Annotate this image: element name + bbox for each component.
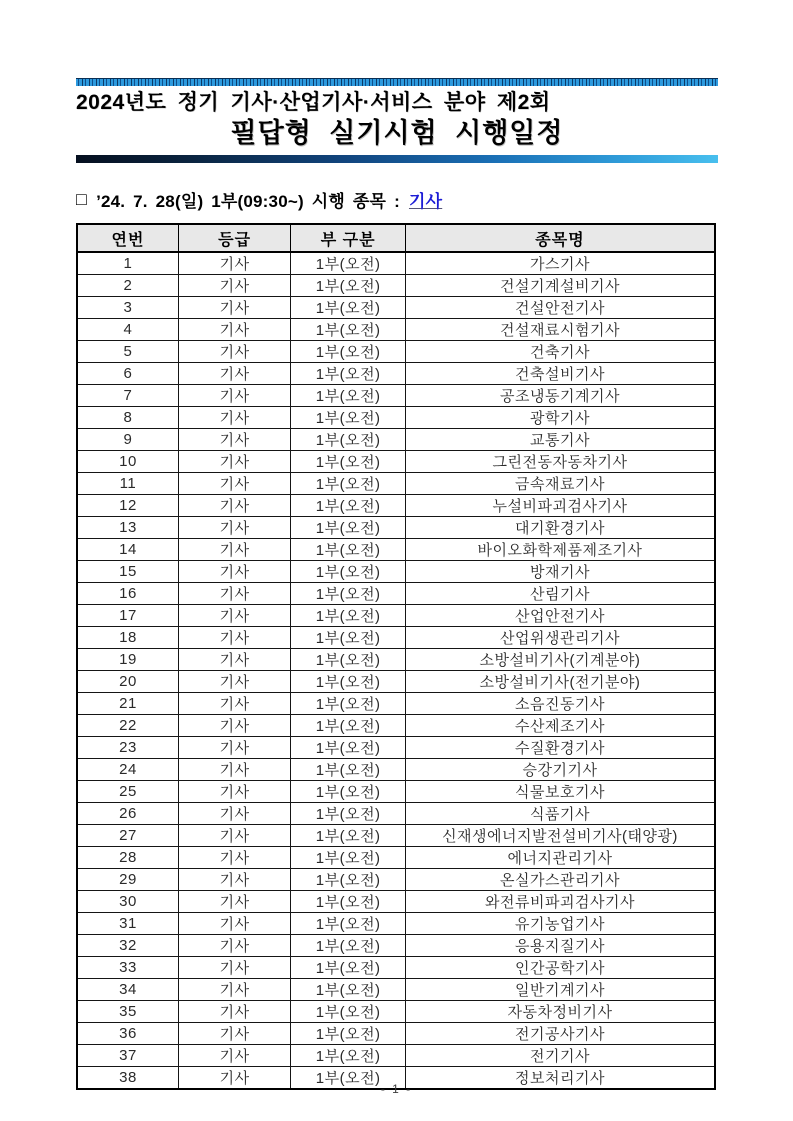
cell-grade: 기사 [178, 319, 290, 341]
table-row [77, 319, 715, 341]
cell-subject: 유기농업기사 [405, 913, 715, 935]
cell-seq: 20 [77, 671, 178, 693]
cell-session: 1부(오전) [291, 781, 406, 803]
cell-seq: 8 [77, 407, 178, 429]
cell-seq: 17 [77, 605, 178, 627]
table-row [77, 517, 715, 539]
header-gradient-bar [76, 155, 718, 163]
table-row [77, 891, 715, 913]
table-row [77, 979, 715, 1001]
cell-grade: 기사 [178, 1001, 290, 1023]
cell-seq: 34 [77, 979, 178, 1001]
cell-seq: 36 [77, 1023, 178, 1045]
cell-grade: 기사 [178, 1067, 290, 1090]
cell-grade: 기사 [178, 825, 290, 847]
cell-seq: 3 [77, 297, 178, 319]
cell-subject: 소음진동기사 [405, 693, 715, 715]
table-row [77, 539, 715, 561]
column-header-session: 부 구분 [291, 224, 406, 252]
table-row [77, 803, 715, 825]
cell-session: 1부(오전) [291, 803, 406, 825]
table-row [77, 561, 715, 583]
cell-grade: 기사 [178, 583, 290, 605]
cell-subject: 건설안전기사 [405, 297, 715, 319]
cell-seq: 4 [77, 319, 178, 341]
cell-grade: 기사 [178, 737, 290, 759]
cell-seq: 14 [77, 539, 178, 561]
column-header-seq: 연번 [77, 224, 178, 252]
cell-grade: 기사 [178, 605, 290, 627]
cell-session: 1부(오전) [291, 891, 406, 913]
cell-session: 1부(오전) [291, 252, 406, 275]
table-row [77, 252, 715, 275]
cell-session: 1부(오전) [291, 935, 406, 957]
cell-seq: 2 [77, 275, 178, 297]
cell-session: 1부(오전) [291, 1045, 406, 1067]
schedule-intro-line [76, 187, 718, 212]
cell-session: 1부(오전) [291, 561, 406, 583]
cell-grade: 기사 [178, 407, 290, 429]
table-row [77, 1023, 715, 1045]
cell-seq: 19 [77, 649, 178, 671]
page-number: - 1 - [380, 1082, 413, 1096]
cell-subject: 식품기사 [405, 803, 715, 825]
cell-session: 1부(오전) [291, 517, 406, 539]
cell-grade: 기사 [178, 869, 290, 891]
cell-grade: 기사 [178, 385, 290, 407]
category-link[interactable]: 기사 [408, 192, 443, 212]
cell-seq: 38 [77, 1067, 178, 1090]
cell-grade: 기사 [178, 1045, 290, 1067]
cell-session: 1부(오전) [291, 715, 406, 737]
table-row [77, 957, 715, 979]
table-row [77, 869, 715, 891]
exam-schedule-table [76, 223, 716, 1090]
cell-seq: 25 [77, 781, 178, 803]
table-row [77, 341, 715, 363]
cell-subject: 금속재료기사 [405, 473, 715, 495]
cell-session: 1부(오전) [291, 913, 406, 935]
cell-subject: 대기환경기사 [405, 517, 715, 539]
document-content [76, 0, 718, 1090]
cell-subject: 전기공사기사 [405, 1023, 715, 1045]
cell-subject: 산림기사 [405, 583, 715, 605]
cell-grade: 기사 [178, 649, 290, 671]
cell-session: 1부(오전) [291, 671, 406, 693]
cell-seq: 10 [77, 451, 178, 473]
cell-subject: 산업안전기사 [405, 605, 715, 627]
cell-seq: 21 [77, 693, 178, 715]
column-header-subject: 종목명 [405, 224, 715, 252]
cell-seq: 37 [77, 1045, 178, 1067]
cell-grade: 기사 [178, 275, 290, 297]
cell-seq: 23 [77, 737, 178, 759]
cell-subject: 수산제조기사 [405, 715, 715, 737]
cell-seq: 1 [77, 252, 178, 275]
table-row [77, 1045, 715, 1067]
table-row [77, 385, 715, 407]
cell-subject: 소방설비기사(기계분야) [405, 649, 715, 671]
table-row [77, 759, 715, 781]
cell-grade: 기사 [178, 759, 290, 781]
cell-seq: 13 [77, 517, 178, 539]
table-row [77, 913, 715, 935]
cell-session: 1부(오전) [291, 847, 406, 869]
table-row [77, 627, 715, 649]
table-row [77, 429, 715, 451]
table-header-row [77, 224, 715, 252]
cell-grade: 기사 [178, 561, 290, 583]
table-row [77, 363, 715, 385]
cell-grade: 기사 [178, 913, 290, 935]
cell-grade: 기사 [178, 891, 290, 913]
cell-subject: 인간공학기사 [405, 957, 715, 979]
cell-seq: 29 [77, 869, 178, 891]
cell-grade: 기사 [178, 1023, 290, 1045]
cell-seq: 33 [77, 957, 178, 979]
cell-subject: 건축기사 [405, 341, 715, 363]
cell-session: 1부(오전) [291, 429, 406, 451]
cell-grade: 기사 [178, 781, 290, 803]
cell-grade: 기사 [178, 451, 290, 473]
cell-grade: 기사 [178, 693, 290, 715]
cell-subject: 식물보호기사 [405, 781, 715, 803]
cell-subject: 누설비파괴검사기사 [405, 495, 715, 517]
cell-session: 1부(오전) [291, 825, 406, 847]
cell-session: 1부(오전) [291, 759, 406, 781]
cell-subject: 광학기사 [405, 407, 715, 429]
cell-subject: 승강기기사 [405, 759, 715, 781]
cell-seq: 7 [77, 385, 178, 407]
cell-seq: 15 [77, 561, 178, 583]
table-row [77, 715, 715, 737]
cell-subject: 그린전동자동차기사 [405, 451, 715, 473]
cell-seq: 16 [77, 583, 178, 605]
cell-session: 1부(오전) [291, 1067, 406, 1090]
cell-seq: 22 [77, 715, 178, 737]
cell-subject: 수질환경기사 [405, 737, 715, 759]
cell-session: 1부(오전) [291, 957, 406, 979]
document-title-line2: 필답형 실기시험 시행일정 [230, 118, 564, 149]
cell-grade: 기사 [178, 429, 290, 451]
cell-session: 1부(오전) [291, 539, 406, 561]
table-row [77, 451, 715, 473]
table-row [77, 935, 715, 957]
cell-grade: 기사 [178, 517, 290, 539]
cell-grade: 기사 [178, 252, 290, 275]
cell-grade: 기사 [178, 847, 290, 869]
cell-subject: 와전류비파괴검사기사 [405, 891, 715, 913]
cell-subject: 산업위생관리기사 [405, 627, 715, 649]
cell-subject: 신재생에너지발전설비기사(태양광) [405, 825, 715, 847]
cell-grade: 기사 [178, 473, 290, 495]
cell-subject: 소방설비기사(전기분야) [405, 671, 715, 693]
cell-grade: 기사 [178, 935, 290, 957]
cell-session: 1부(오전) [291, 649, 406, 671]
cell-grade: 기사 [178, 495, 290, 517]
cell-subject: 에너지관리기사 [405, 847, 715, 869]
cell-seq: 18 [77, 627, 178, 649]
cell-seq: 9 [77, 429, 178, 451]
cell-subject: 자동차정비기사 [405, 1001, 715, 1023]
cell-seq: 5 [77, 341, 178, 363]
cell-session: 1부(오전) [291, 1023, 406, 1045]
table-row [77, 473, 715, 495]
cell-session: 1부(오전) [291, 451, 406, 473]
cell-session: 1부(오전) [291, 407, 406, 429]
cell-grade: 기사 [178, 803, 290, 825]
document-title-line1: 2024년도 정기 기사·산업기사·서비스 분야 제2회 [76, 91, 551, 114]
cell-session: 1부(오전) [291, 319, 406, 341]
cell-grade: 기사 [178, 539, 290, 561]
cell-subject: 정보처리기사 [405, 1067, 715, 1090]
cell-grade: 기사 [178, 671, 290, 693]
cell-subject: 교통기사 [405, 429, 715, 451]
table-row [77, 583, 715, 605]
table-row [77, 825, 715, 847]
cell-grade: 기사 [178, 957, 290, 979]
cell-seq: 6 [77, 363, 178, 385]
cell-seq: 35 [77, 1001, 178, 1023]
table-row [77, 495, 715, 517]
cell-session: 1부(오전) [291, 627, 406, 649]
cell-subject: 공조냉동기계기사 [405, 385, 715, 407]
table-row [77, 781, 715, 803]
table-row [77, 649, 715, 671]
cell-subject: 건설기계설비기사 [405, 275, 715, 297]
cell-grade: 기사 [178, 297, 290, 319]
table-row [77, 605, 715, 627]
table-row [77, 275, 715, 297]
table-row [77, 737, 715, 759]
cell-subject: 건축설비기사 [405, 363, 715, 385]
cell-grade: 기사 [178, 979, 290, 1001]
cell-grade: 기사 [178, 363, 290, 385]
cell-session: 1부(오전) [291, 385, 406, 407]
cell-seq: 12 [77, 495, 178, 517]
cell-grade: 기사 [178, 627, 290, 649]
cell-seq: 31 [77, 913, 178, 935]
cell-seq: 27 [77, 825, 178, 847]
intro-text: ’24. 7. 28(일) 1부(09:30~) 시행 종목 : [96, 192, 400, 212]
table-row [77, 297, 715, 319]
cell-seq: 30 [77, 891, 178, 913]
column-header-grade: 등급 [178, 224, 290, 252]
cell-subject: 바이오화학제품제조기사 [405, 539, 715, 561]
table-row [77, 407, 715, 429]
cell-session: 1부(오전) [291, 495, 406, 517]
header-stripe-bar [76, 78, 718, 86]
cell-session: 1부(오전) [291, 605, 406, 627]
cell-seq: 11 [77, 473, 178, 495]
cell-session: 1부(오전) [291, 869, 406, 891]
cell-subject: 방재기사 [405, 561, 715, 583]
table-row [77, 693, 715, 715]
cell-session: 1부(오전) [291, 297, 406, 319]
cell-subject: 가스기사 [405, 252, 715, 275]
cell-session: 1부(오전) [291, 693, 406, 715]
cell-grade: 기사 [178, 341, 290, 363]
cell-seq: 24 [77, 759, 178, 781]
cell-session: 1부(오전) [291, 341, 406, 363]
table-row [77, 671, 715, 693]
cell-session: 1부(오전) [291, 737, 406, 759]
cell-session: 1부(오전) [291, 583, 406, 605]
table-row [77, 1001, 715, 1023]
table-row [77, 847, 715, 869]
cell-session: 1부(오전) [291, 979, 406, 1001]
cell-subject: 온실가스관리기사 [405, 869, 715, 891]
cell-session: 1부(오전) [291, 473, 406, 495]
cell-seq: 28 [77, 847, 178, 869]
square-bullet-icon: □ [76, 188, 88, 209]
cell-grade: 기사 [178, 715, 290, 737]
cell-subject: 전기기사 [405, 1045, 715, 1067]
cell-session: 1부(오전) [291, 275, 406, 297]
cell-session: 1부(오전) [291, 1001, 406, 1023]
cell-subject: 응용지질기사 [405, 935, 715, 957]
cell-seq: 32 [77, 935, 178, 957]
cell-session: 1부(오전) [291, 363, 406, 385]
cell-seq: 26 [77, 803, 178, 825]
cell-subject: 일반기계기사 [405, 979, 715, 1001]
cell-subject: 건설재료시험기사 [405, 319, 715, 341]
